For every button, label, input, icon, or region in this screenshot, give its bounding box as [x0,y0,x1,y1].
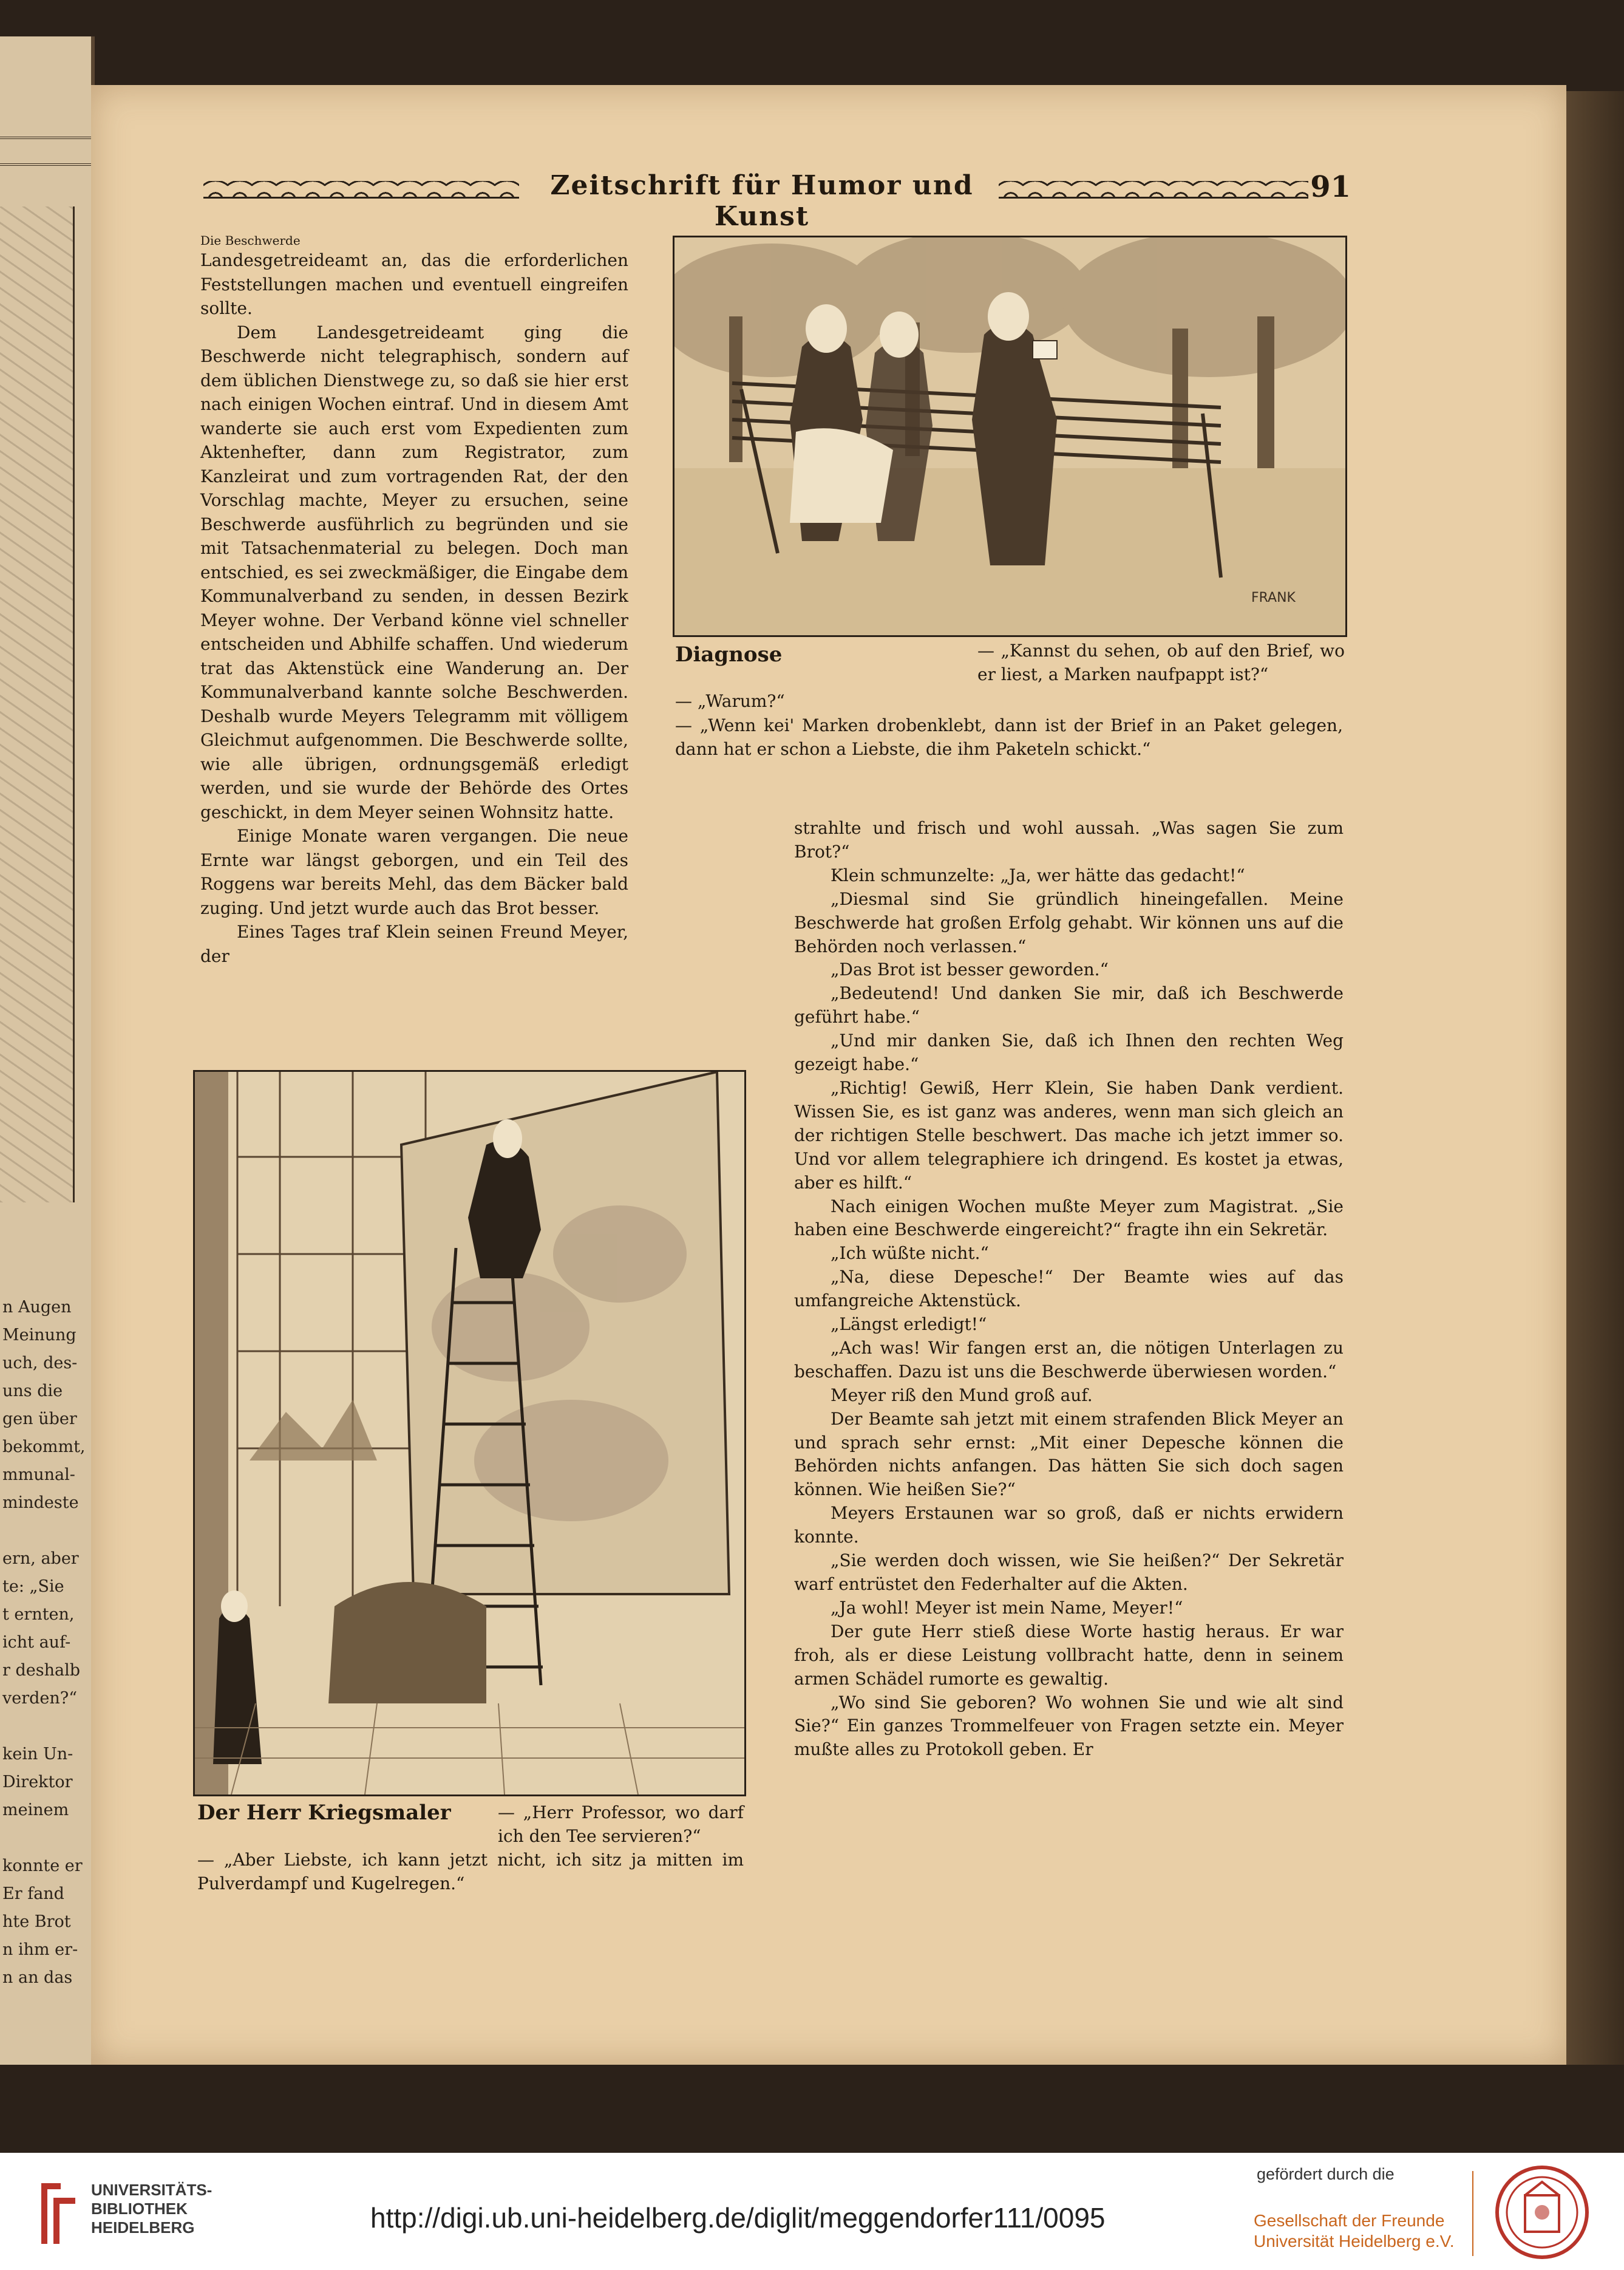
previous-page-illustration [0,206,75,1202]
previous-page-edge [0,36,95,2065]
paragraph: „Das Brot ist besser geworden.“ [831,959,1109,980]
header-ornament-right [999,181,1308,199]
journal-title: Zeitschrift für Humor und Kunst [550,170,974,232]
previous-page-fragment: icht auf- [2,1633,71,1652]
paragraph: „Ich wüßte nicht.“ [831,1243,989,1264]
library-name-line: HEIDELBERG [91,2218,195,2237]
diagnose-line-1: — „Kannst du sehen, ob auf den Brief, wo er liest, a Marken naufpappt ist?“ [977,641,1345,684]
paragraph: „Ja wohl! Meyer ist mein Name, Meyer!“ [831,1597,1183,1618]
library-logo-icon [36,2177,80,2250]
page-number: 91 [1310,170,1351,204]
paragraph: Der Beamte sah jetzt mit einem strafenden Blick Meyer an und sprach sehr ernst: „Mit einer Depesche können die Behörden nichts anfangen. Das hätten Sie sich doch sagen können. Wie heißen Sie?“ [794,1408,1344,1500]
kriegsmaler-line-2: — „Aber Liebste, ich kann jetzt nicht, ich sitz ja mitten im Pulverdampf und Kugelregen.“ [197,1850,744,1893]
paragraph: „Und mir danken Sie, daß ich Ihnen den rechten Weg gezeigt habe.“ [794,1031,1344,1075]
previous-page-fragment: uns die [2,1382,63,1400]
header-ornament-left [203,181,519,199]
paragraph: strahlte und frisch und wohl aussah. „Was sagen Sie zum Brot?“ [794,818,1344,862]
left-column-top [200,233,628,968]
previous-page-fragment: ern, aber [2,1549,79,1568]
previous-page-fragment: kein Un- [2,1745,73,1764]
previous-page-fragment: Meinung [2,1326,76,1345]
paragraph: Meyers Erstaunen war so groß, daß er nichts erwidern konnte. [794,1503,1344,1547]
paragraph: Klein schmunzelte: „Ja, wer hätte das gedacht!“ [831,865,1245,885]
sponsor-name-line: Gesellschaft der Freunde [1254,2211,1445,2230]
paragraph: „Richtig! Gewiß, Herr Klein, Sie haben Dank verdient. Wissen Sie, es ist ganz was anderes, wenn man sich gleich an der richtigen Stelle beschwert. Das mache ich jetzt immer so. Und vor allem telegraphiere ich dringend. Es kostet ja etwas, aber es hilft.“ [794,1077,1344,1193]
artist-signature: FRANK [1251,590,1296,605]
previous-page-fragment: n ihm er- [2,1940,78,1959]
kriegsmaler-illustration [193,1070,746,1796]
library-name [91,2181,212,2237]
previous-page-fragment: mindeste [2,1493,79,1512]
paragraph: Eines Tages traf Klein seinen Freund Meyer, der [200,922,628,966]
right-column [794,817,1344,1762]
paragraph: „Bedeutend! Und danken Sie mir, daß ich Beschwerde geführt habe.“ [794,983,1344,1028]
paragraph: „Längst erledigt!“ [831,1314,987,1335]
previous-page-fragment: konnte er [2,1856,83,1875]
paragraph: „Na, diese Depesche!“ Der Beamte wies auf das umfangreiche Aktenstück. [794,1267,1344,1311]
kriegsmaler-title: Der Herr Kriegsmaler [197,1801,451,1825]
previous-page-fragment: n Augen [2,1298,72,1317]
sponsor-name [1254,2210,1454,2252]
paragraph: Nach einigen Wochen mußte Meyer zum Magistrat. „Sie haben eine Beschwerde eingereicht?“ fragte ihn ein Sekretär. [794,1196,1344,1240]
paragraph: „Wo sind Sie geboren? Wo wohnen Sie und wie alt sind Sie?“ Ein ganzes Trommelfeuer von Fragen setzte ein. Meyer mußte alles zu Protokoll geben. Er [794,1692,1344,1760]
university-seal-icon [1493,2164,1591,2261]
previous-page-fragment: mmunal- [2,1465,75,1484]
previous-page-fragment: verden?“ [2,1689,78,1708]
paragraph: Einige Monate waren vergangen. Die neue Ernte war längst geborgen, und ein Teil des Roggens war bereits Mehl, das dem Bäcker bald zuging. Und jetzt wurde auch das Brot besser. [200,826,628,918]
paragraph: „Sie werden doch wissen, wie Sie heißen?“ Der Sekretär warf entrüstet den Federhalter auf die Akten. [794,1550,1344,1594]
previous-page-fragment: te: „Sie [2,1577,64,1596]
page-header [203,170,1351,232]
previous-page-fragment: n an das [2,1968,73,1987]
paragraph: Der gute Herr stieß diese Worte hastig heraus. Er war froh, als er diese Leistung vollbracht hatte, denn in seinem armen Schädel rumorte es gewaltig. [794,1621,1344,1689]
diagnose-line-2: — „Warum?“ [675,691,785,711]
previous-page-fragment: hte Brot [2,1912,71,1931]
sponsor-label: gefördert durch die [1257,2165,1395,2183]
kriegsmaler-line-1: — „Herr Professor, wo darf ich den Tee servieren?“ [498,1802,744,1846]
footer-divider [1472,2171,1473,2256]
digitization-footer [0,2153,1624,2270]
running-head: Die Beschwerde [200,233,301,248]
previous-page-ornament [0,137,91,166]
previous-page-fragment: gen über [2,1409,77,1428]
paragraph: „Diesmal sind Sie gründlich hineingefallen. Meine Beschwerde hat großen Erfolg gehabt. Wir können uns auf die Behörden noch verlassen.“ [794,888,1344,956]
book-binding [1566,91,1624,2065]
previous-page-fragment: Er fand [2,1884,64,1903]
previous-page-fragment: bekommt, [2,1437,86,1456]
diagnose-title: Diagnose [675,642,783,667]
paragraph: Dem Landesgetreideamt ging die Beschwerde nicht telegraphisch, sondern auf dem üblichen Dienstwege zu, so daß sie hier erst nach einigen Wochen eintraf. Und in diesem Amt wanderte sie auch erst vom Expedienten zum Aktenhefter, dann zum Registrator, zum Kanzleirat und zum vortragenden Rat, der den Vorschlag machte, Meyer zu ersuchen, seine Beschwerde ausführlich zu begründen und sie mit Tatsachenmaterial zu belegen. Doch man entschied, es sei zweckmäßiger, die Eingabe dem Kommunalverband zu senden, in dessen Bezirk Meyer wohne. Der Verband könne viel schneller entscheiden und Abhilfe schaffen. Und wiederum trat das Aktenstück eine Wanderung an. Der Kommunalverband kannte solche Beschwerden. Deshalb wurde Meyers Telegramm mit völligem Gleichmut aufgenommen. Die Beschwerde sollte, wie alle übrigen, ordnungsgemäß erledigt werden, und sie wurde der Behörde des Ortes geschickt, in dem Meyer seinen Wohnsitz hatte. [200,322,628,822]
library-name-line: BIBLIOTHEK [91,2200,188,2218]
previous-page-fragment: uch, des- [2,1354,78,1372]
paragraph: Landesgetreideamt an, das die erforderlichen Feststellungen machen und eventuell eingreifen sollte. [200,250,628,318]
paragraph: Meyer riß den Mund groß auf. [831,1385,1093,1405]
library-name-line: UNIVERSITÄTS- [91,2181,212,2199]
previous-page-fragment: meinem [2,1801,69,1819]
sponsor-name-line: Universität Heidelberg e.V. [1254,2232,1455,2251]
diagnose-line-3: — „Wenn kei' Marken drobenklebt, dann ist der Brief in an Paket gelegen, dann hat er schon a Liebste, die ihm Paketeln schickt.“ [675,715,1343,759]
diagnose-illustration [673,236,1347,637]
permalink-url[interactable]: http://digi.ub.uni-heidelberg.de/diglit/meggendorfer111/0095 [370,2202,1106,2234]
previous-page-fragment: t ernten, [2,1605,75,1624]
previous-page-fragment: r deshalb [2,1661,81,1680]
previous-page-fragment: Direktor [2,1773,73,1791]
paragraph: „Ach was! Wir fangen erst an, die nötigen Unterlagen zu beschaffen. Dazu ist uns die Beschwerde überwiesen worden.“ [794,1337,1344,1382]
